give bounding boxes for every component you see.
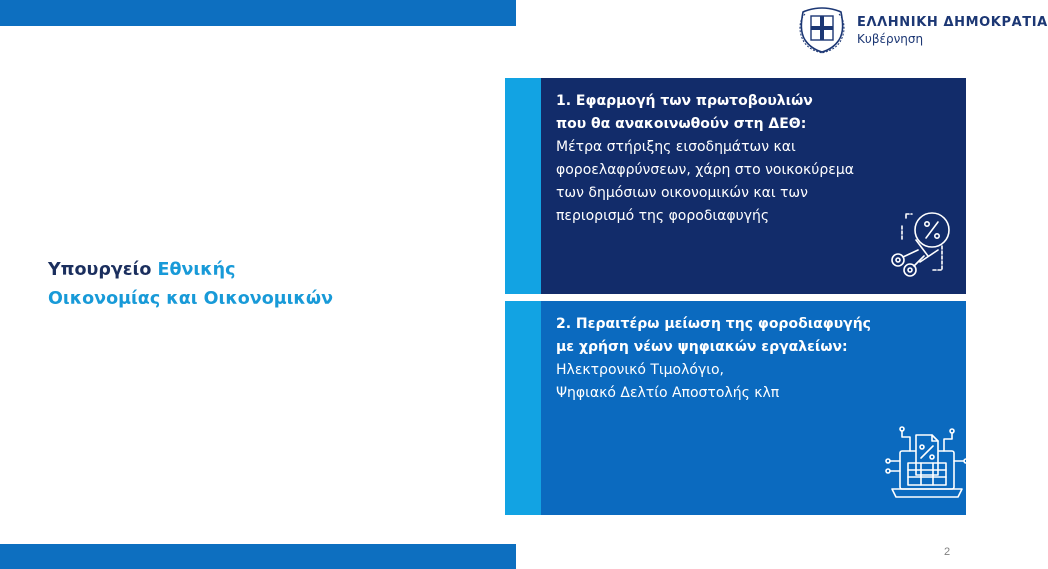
page-number: 2 [944,546,951,558]
page-title [48,256,333,314]
greek-coat-of-arms-icon [795,6,849,54]
card-heading: 2. Περαιτέρω μείωση της φοροδιαφυγής με χρήση νέων ψηφιακών εργαλείων: [556,316,871,355]
laptop-invoice-icon [886,425,968,505]
measure-card-1 [505,78,966,294]
title-line-2: Οικονομίας και Οικονομικών [48,289,333,309]
government-logo [795,6,1048,54]
card-body: Μέτρα στήριξης εισοδημάτων και φοροελαφρύνσεων, χάρη στο νοικοκύρεμα των δημόσιων οικονομικών και των περιορισμό της φοροδιαφυγής [556,139,854,224]
card-heading: 1. Εφαρμογή των πρωτοβουλιών που θα ανακοινωθούν στη ΔΕΘ: [556,93,813,132]
card-accent-stripe [505,301,541,515]
card-panel [541,301,966,515]
top-accent-bar [0,0,516,26]
bottom-accent-bar [0,544,516,569]
card-accent-stripe [505,78,541,294]
logo-subtitle: Κυβέρνηση [857,31,924,46]
title-part-dark: Υπουργείο [48,260,158,280]
scissors-percent-icon [886,210,962,276]
measure-card-2 [505,301,966,515]
card-panel [541,78,966,294]
card-body: Ηλεκτρονικό Τιμολόγιο, Ψηφιακό Δελτίο Αποστολής κλπ [556,362,780,401]
logo-title: ΕΛΛΗΝΙΚΗ ΔΗΜΟΚΡΑΤΙΑ [857,14,1048,30]
title-part-blue: Εθνικής [157,260,236,280]
